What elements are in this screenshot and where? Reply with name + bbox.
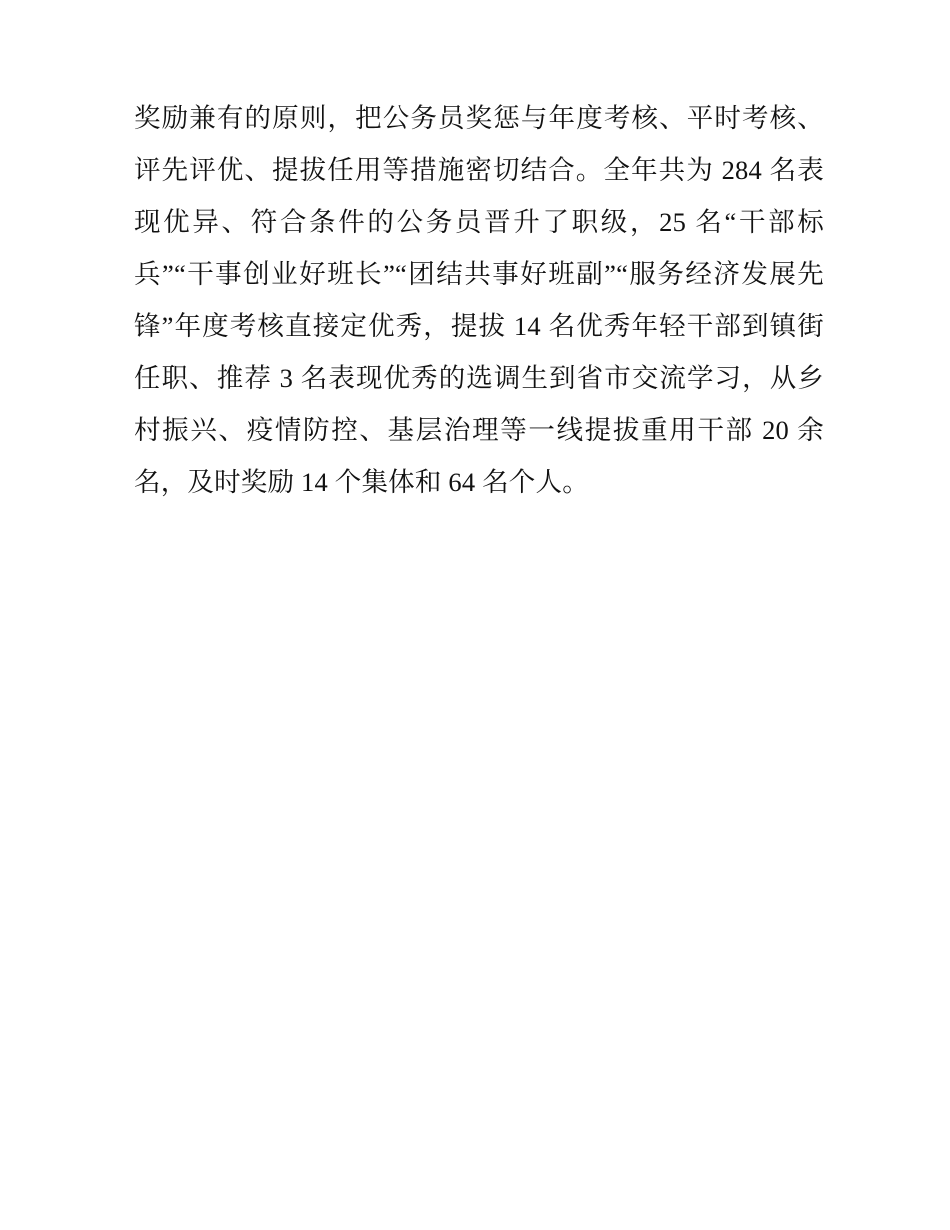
document-text-body (134, 92, 824, 508)
paragraph: 奖励兼有的原则，把公务员奖惩与年度考核、平时考核、评先评优、提拔任用等措施密切结合。全年共为 284 名表现优异、符合条件的公务员晋升了职级，25 名“干部标兵”“干事创业好班长”“团结共事好班副”“服务经济发展先锋”年度考核直接定优秀，提拔 14 名优秀年轻干部到镇街任职、推荐 3 名表现优秀的选调生到省市交流学习，从乡村振兴、疫情防控、基层治理等一线提拔重用干部 20 余名，及时奖励 14 个集体和 64 名个人。 (134, 103, 824, 497)
